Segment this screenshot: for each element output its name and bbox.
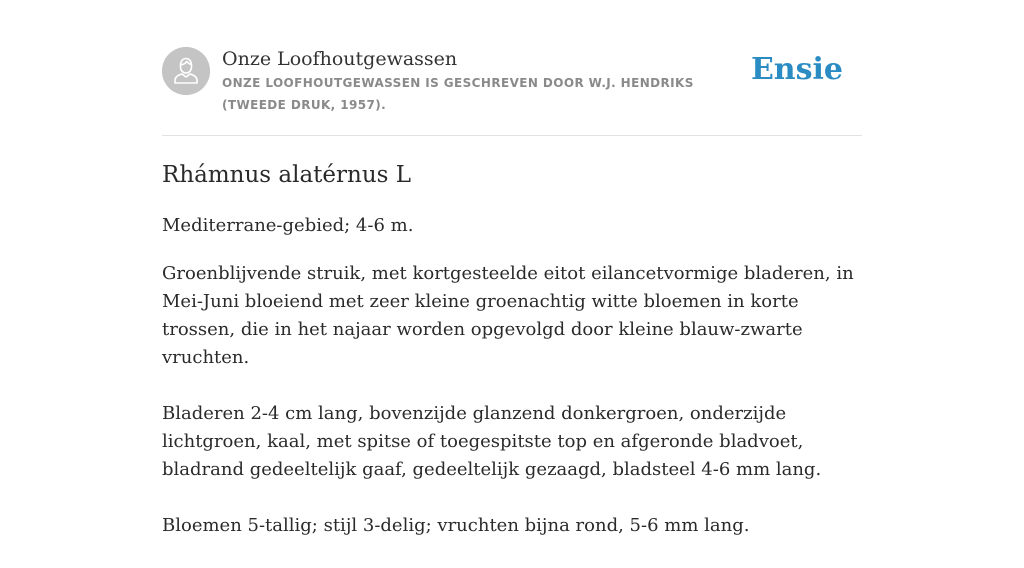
entry-paragraph: Bloemen 5-tallig; stijl 3-delig; vruchten bijna rond, 5-6 mm lang. [162,515,750,536]
source-header [162,46,862,136]
entry-paragraph: Bladeren 2-4 cm lang, bovenzijde glanzend donkergroen, onderzijde lichtgroen, kaal, met spitse of toegespitste top en afgeronde bladvoet, bladrand gedeeltelijk gaaf, gedeeltelijk gezaagd, bladsteel 4-6 mm lang. [162,403,822,480]
entry-paragraph: Groenblijvende struik, met kortgesteelde eitot eilancetvormige bladeren, in Mei-Juni bloeiend met zeer kleine groenachtig witte bloemen in korte trossen, die in het najaar worden opgevolgd door kleine blauw-zwarte vruchten. [162,263,854,368]
entry-title: Rhámnus alatérnus L [162,162,412,188]
source-title[interactable]: Onze Loofhoutgewassen [222,48,458,70]
entry-paragraph: Mediterrane-gebied; 4-6 m. [162,215,414,236]
brand-logo[interactable]: Ensie [750,52,843,87]
source-description: ONZE LOOFHOUTGEWASSEN IS GESCHREVEN DOOR W.J. HENDRIKS (TWEEDE DRUK, 1957). [222,76,694,112]
entry-content [162,212,862,568]
user-icon[interactable] [162,47,210,95]
